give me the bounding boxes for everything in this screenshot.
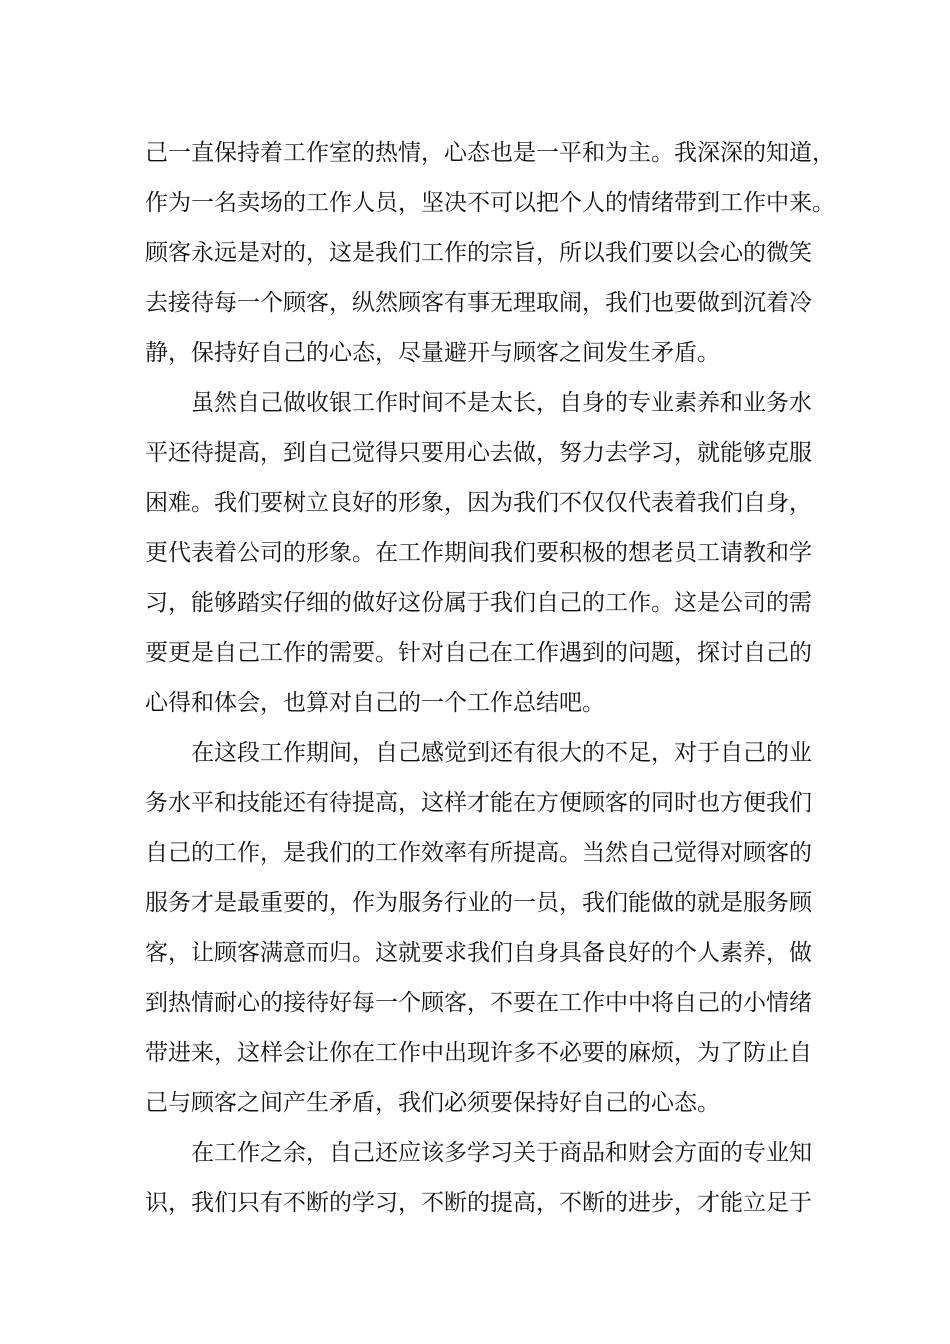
paragraph-line: 困难。我们要树立良好的形象，因为我们不仅仅代表着我们自身， [145, 490, 812, 516]
paragraph-1 [145, 128, 835, 378]
paragraph-line: 作为一名卖场的工作人员，坚决不可以把个人的情绪带到工作中来。 [145, 190, 835, 216]
paragraph-line: 带进来，这样会让你在工作中出现许多不必要的麻烦，为了防止自 [145, 1040, 812, 1066]
paragraph-line: 在这段工作期间，自己感觉到还有很大的不足，对于自己的业 [191, 740, 812, 766]
paragraph-line: 心得和体会，也算对自己的一个工作总结吧。 [145, 690, 605, 716]
paragraph-line: 服务才是最重要的，作为服务行业的一员，我们能做的就是服务顾 [145, 890, 812, 916]
paragraph-line: 平还待提高，到自己觉得只要用心去做，努力去学习，就能够克服 [145, 440, 812, 466]
paragraph-line: 己与顾客之间产生矛盾，我们必须要保持好自己的心态。 [145, 1090, 720, 1116]
paragraph-line: 在工作之余，自己还应该多学习关于商品和财会方面的专业知 [191, 1140, 812, 1166]
paragraph-line: 习，能够踏实仔细的做好这份属于我们自己的工作。这是公司的需 [145, 590, 812, 616]
paragraph-line: 客，让顾客满意而归。这就要求我们自身具备良好的个人素养，做 [145, 940, 812, 966]
paragraph-2 [145, 378, 810, 728]
paragraph-line: 静，保持好自己的心态，尽量避开与顾客之间发生矛盾。 [145, 340, 720, 366]
paragraph-line: 去接待每一个顾客，纵然顾客有事无理取闹，我们也要做到沉着冷 [145, 290, 812, 316]
paragraph-4 [145, 1128, 810, 1228]
paragraph-3 [145, 728, 810, 1128]
paragraph-line: 到热情耐心的接待好每一个顾客，不要在工作中中将自己的小情绪 [145, 990, 812, 1016]
paragraph-line: 务水平和技能还有待提高，这样才能在方便顾客的同时也方便我们 [145, 790, 812, 816]
paragraph-line: 己一直保持着工作室的热情，心态也是一平和为主。我深深的知道， [145, 140, 835, 166]
paragraph-line: 自己的工作，是我们的工作效率有所提高。当然自己觉得对顾客的 [145, 840, 812, 866]
paragraph-line: 虽然自己做收银工作时间不是太长，自身的专业素养和业务水 [191, 390, 812, 416]
paragraph-line: 识，我们只有不断的学习，不断的提高，不断的进步，才能立足于 [145, 1190, 812, 1216]
paragraph-line: 要更是自己工作的需要。针对自己在工作遇到的问题，探讨自己的 [145, 640, 812, 666]
paragraph-line: 更代表着公司的形象。在工作期间我们要积极的想老员工请教和学 [145, 540, 812, 566]
paragraph-line: 顾客永远是对的，这是我们工作的宗旨，所以我们要以会心的微笑 [145, 240, 812, 266]
document-body [145, 128, 835, 1228]
